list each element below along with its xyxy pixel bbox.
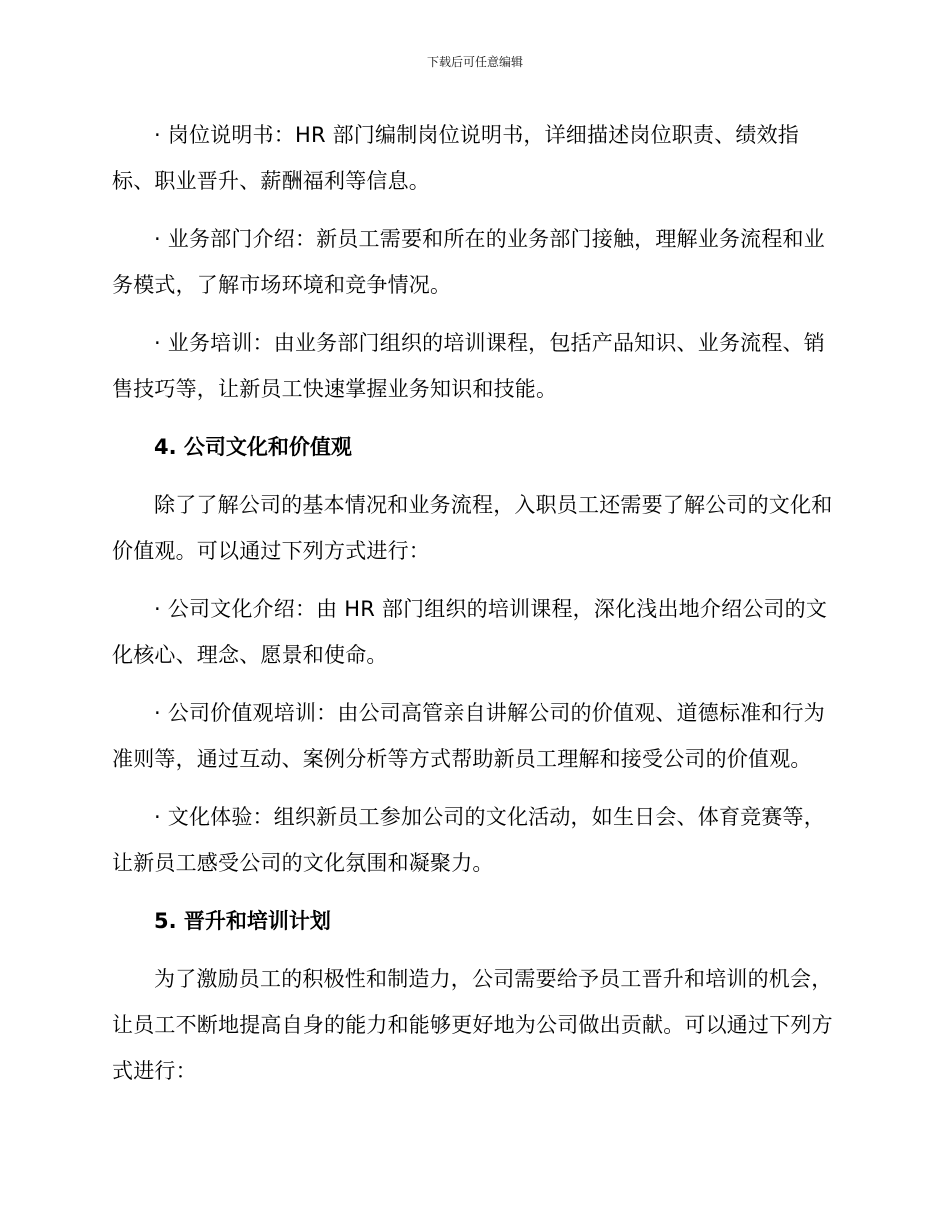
page-header: 下载后可任意编辑 (426, 55, 523, 69)
paragraph-values-training: · 公司价值观培训：由公司高管亲自讲解公司的价值观、道德标准和行为准则等，通过互动、案例分析等方式帮助新员工理解和接受公司的价值观。 (112, 701, 825, 771)
section-heading-culture: 4. 公司文化和价值观 (154, 435, 352, 459)
paragraph-culture-introduction: · 公司文化介绍：由 HR 部门组织的培训课程，深化浅出地介绍公司的文化核心、理念、愿景和使命。 (112, 597, 828, 667)
section-heading-promotion: 5. 晋升和培训计划 (154, 909, 331, 933)
paragraph-business-training: · 业务培训：由业务部门组织的培训课程，包括产品知识、业务流程、销售技巧等，让新员工快速掌握业务知识和技能。 (112, 331, 825, 401)
document-body (112, 112, 840, 1106)
paragraph-job-description: · 岗位说明书：HR 部门编制岗位说明书，详细描述岗位职责、绩效指标、职业晋升、薪酬福利等信息。 (112, 123, 800, 193)
paragraph-culture-experience: · 文化体验：组织新员工参加公司的文化活动，如生日会、体育竞赛等，让新员工感受公司的文化氛围和凝聚力。 (112, 805, 825, 875)
paragraph-promotion-intro: 为了激励员工的积极性和制造力，公司需要给予员工晋升和培训的机会，让员工不断地提高自身的能力和能够更好地为公司做出贡献。可以通过下列方式进行： (112, 967, 833, 1083)
paragraph-department-intro: · 业务部门介绍：新员工需要和所在的业务部门接触，理解业务流程和业务模式，了解市场环境和竞争情况。 (112, 227, 825, 297)
paragraph-culture-intro: 除了了解公司的基本情况和业务流程，入职员工还需要了解公司的文化和价值观。可以通过下列方式进行： (112, 493, 833, 563)
